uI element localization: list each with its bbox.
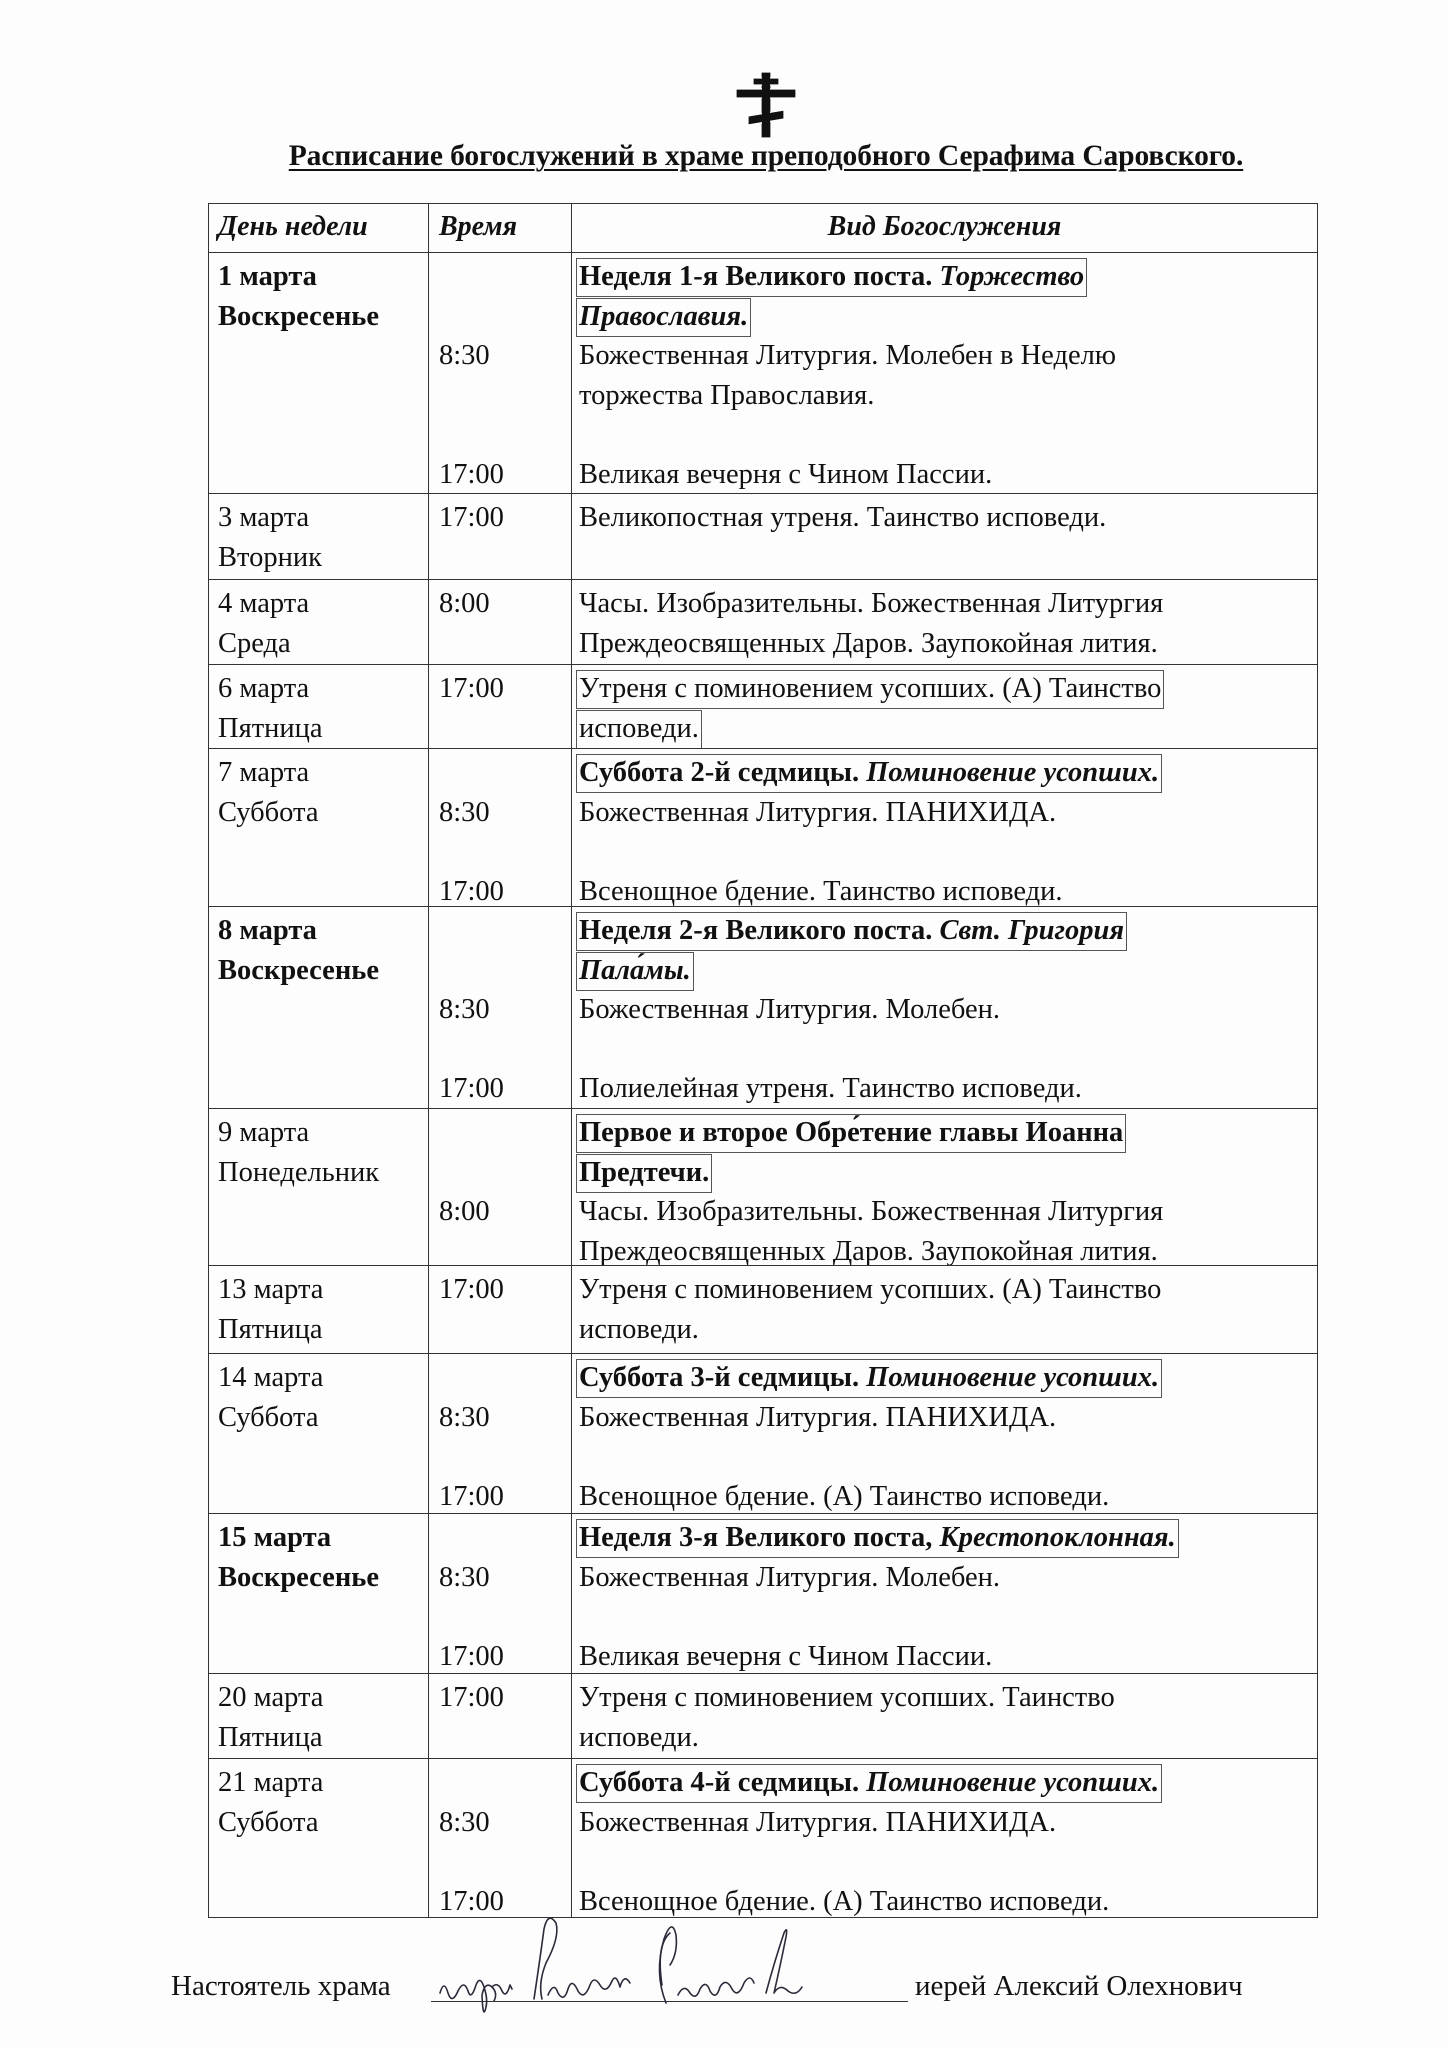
feast-heading — [579, 1518, 1317, 1558]
table-header-row — [208, 203, 1318, 252]
feast-heading — [579, 1763, 1317, 1803]
feast-title: Суббота 2-й седмицы. — [579, 757, 860, 788]
service-time — [439, 1518, 571, 1558]
header-time: Время — [429, 204, 572, 252]
service-description: исповеди. — [579, 1313, 699, 1345]
service-description: Часы. Изобразительны. Божественная Литургия — [579, 588, 1164, 619]
blank-line — [579, 1597, 1317, 1637]
service-time — [439, 257, 571, 297]
feast-title: Суббота 3-й седмицы. — [579, 1362, 860, 1393]
service-cell — [572, 1266, 1317, 1353]
service-time: 8:30 — [439, 796, 490, 828]
service-time: 17:00 — [439, 1682, 504, 1713]
service-description: Великая вечерня с Чином Пассии. — [579, 458, 993, 490]
feast-subtitle: Поминовение усопших. — [866, 1767, 1160, 1798]
feast-heading-box — [576, 258, 1087, 297]
row-date: 3 марта — [218, 502, 310, 533]
service-time — [439, 1597, 571, 1637]
day-cell — [209, 580, 429, 664]
service-time — [439, 951, 571, 991]
service-description — [579, 669, 1317, 709]
service-cell — [572, 253, 1317, 493]
row-weekday: Понедельник — [218, 1156, 380, 1188]
day-cell — [209, 253, 429, 493]
row-weekday: Воскресенье — [218, 954, 379, 986]
day-cell — [209, 494, 429, 579]
row-weekday: Суббота — [218, 1806, 319, 1838]
footer-label: Настоятель храма — [171, 1970, 391, 2002]
table-row — [208, 1673, 1318, 1758]
orthodox-cross-icon — [733, 70, 799, 140]
service-time: 17:00 — [439, 458, 504, 490]
blank-line — [579, 1842, 1317, 1882]
service-cell — [572, 1514, 1317, 1673]
service-time — [439, 1310, 571, 1350]
row-date: 4 марта — [218, 588, 310, 619]
feast-heading — [579, 1153, 1317, 1193]
service-description: Божественная Литургия. Молебен. — [579, 994, 1001, 1025]
row-weekday: Воскресенье — [218, 300, 379, 332]
feast-title: Неделя 2-я Великого поста. — [579, 915, 933, 946]
service-cell — [572, 907, 1317, 1108]
day-cell — [209, 665, 429, 748]
table-row — [208, 664, 1318, 748]
table-row — [208, 1265, 1318, 1353]
service-time: 17:00 — [439, 1480, 504, 1512]
feast-heading-box — [576, 1359, 1162, 1398]
service-time — [439, 1763, 571, 1803]
feast-title: Первое и второе Обре́тение главы Иоанна — [579, 1117, 1124, 1148]
row-date: 7 марта — [218, 757, 310, 788]
table-row — [208, 1353, 1318, 1513]
service-time — [439, 1842, 571, 1882]
service-description: торжества Православия. — [579, 379, 875, 411]
service-description-box: исповеди. — [576, 710, 702, 749]
time-cell — [429, 1354, 572, 1513]
table-row — [208, 748, 1318, 906]
row-date: 1 марта — [218, 261, 317, 292]
service-time: 17:00 — [439, 1885, 504, 1917]
handwritten-signature — [430, 1915, 910, 2035]
row-weekday: Вторник — [218, 541, 322, 573]
service-time — [439, 1113, 571, 1153]
row-date: 9 марта — [218, 1117, 310, 1148]
service-time: 17:00 — [439, 1073, 504, 1104]
service-time — [439, 415, 571, 455]
day-cell — [209, 1759, 429, 1917]
day-cell — [209, 749, 429, 906]
row-date: 14 марта — [218, 1362, 324, 1393]
time-cell — [429, 665, 572, 748]
table-row — [208, 579, 1318, 664]
feast-subtitle: Пала́мы. — [579, 954, 691, 986]
time-cell — [429, 1759, 572, 1917]
day-cell — [209, 1109, 429, 1265]
table-row — [208, 906, 1318, 1108]
service-time — [439, 297, 571, 337]
service-time — [439, 624, 571, 664]
feast-subtitle: Православия. — [579, 300, 749, 332]
time-cell — [429, 580, 572, 664]
service-description: Преждеосвященных Даров. Заупокойная лития. — [579, 1235, 1158, 1267]
header-weekday: День недели — [209, 204, 429, 252]
service-time — [439, 1718, 571, 1758]
row-date: 20 марта — [218, 1682, 324, 1713]
row-weekday: Среда — [218, 627, 291, 659]
row-weekday: Пятница — [218, 712, 323, 744]
feast-heading-box — [576, 912, 1127, 951]
service-cell — [572, 749, 1317, 906]
service-cell — [572, 580, 1317, 664]
service-cell — [572, 665, 1317, 748]
table-row — [208, 1513, 1318, 1673]
service-description: Преждеосвященных Даров. Заупокойная лития. — [579, 627, 1158, 659]
feast-heading-box — [576, 1154, 712, 1193]
service-time: 17:00 — [439, 1274, 504, 1305]
blank-line — [579, 1030, 1317, 1070]
time-cell — [429, 749, 572, 906]
row-date: 8 марта — [218, 915, 317, 946]
row-date: 21 марта — [218, 1767, 324, 1798]
feast-heading-box — [576, 1519, 1179, 1558]
service-description: Великая вечерня с Чином Пассии. — [579, 1640, 993, 1672]
time-cell — [429, 253, 572, 493]
feast-title: Суббота 4-й седмицы. — [579, 1767, 860, 1798]
feast-subtitle: Крестопоклонная. — [939, 1522, 1176, 1553]
service-time — [439, 911, 571, 951]
day-cell — [209, 907, 429, 1108]
page-title: Расписание богослужений в храме преподобного Серафима Саровского. — [288, 140, 1244, 172]
row-weekday: Суббота — [218, 1401, 319, 1433]
day-cell — [209, 1266, 429, 1353]
service-description: Великопостная утреня. Таинство исповеди. — [579, 502, 1107, 533]
row-weekday: Суббота — [218, 796, 319, 828]
feast-subtitle: Свт. Григория — [939, 915, 1125, 946]
service-time — [439, 832, 571, 872]
service-time: 17:00 — [439, 1640, 504, 1672]
schedule-table — [208, 203, 1318, 1918]
blank-line — [579, 832, 1317, 872]
service-time: 17:00 — [439, 673, 504, 704]
service-time — [439, 1030, 571, 1070]
service-time: 8:30 — [439, 1561, 490, 1593]
row-weekday: Воскресенье — [218, 1561, 379, 1593]
table-row — [208, 252, 1318, 493]
service-time — [439, 1437, 571, 1477]
service-cell — [572, 1674, 1317, 1758]
service-cell — [572, 494, 1317, 579]
service-description: Часы. Изобразительны. Божественная Литургия — [579, 1196, 1164, 1227]
service-description — [579, 709, 1317, 749]
feast-title: Неделя 1-я Великого поста. — [579, 261, 933, 292]
time-cell — [429, 1266, 572, 1353]
row-weekday: Пятница — [218, 1721, 323, 1753]
feast-heading — [579, 911, 1317, 951]
service-cell — [572, 1109, 1317, 1265]
feast-heading — [579, 1113, 1317, 1153]
service-time — [439, 709, 571, 749]
service-cell — [572, 1354, 1317, 1513]
header-service-type: Вид Богослужения — [827, 211, 1062, 242]
table-body — [208, 252, 1318, 1918]
service-time: 17:00 — [439, 875, 504, 907]
service-time — [439, 376, 571, 416]
feast-subtitle: Поминовение усопших. — [866, 757, 1160, 788]
table-row — [208, 1758, 1318, 1918]
service-description: Божественная Литургия. Молебен в Неделю — [579, 340, 1117, 371]
blank-line — [579, 1437, 1317, 1477]
row-date: 15 марта — [218, 1522, 332, 1553]
service-description: Божественная Литургия. ПАНИХИДА. — [579, 1806, 1057, 1838]
day-cell — [209, 1354, 429, 1513]
feast-heading — [579, 951, 1317, 991]
feast-heading-box — [576, 1764, 1162, 1803]
feast-heading — [579, 297, 1317, 337]
service-description: Утреня с поминовением усопших. (А) Таинство — [579, 1274, 1162, 1305]
table-row — [208, 493, 1318, 579]
feast-heading — [579, 1358, 1317, 1398]
time-cell — [429, 1109, 572, 1265]
service-description: Утреня с поминовением усопших. Таинство — [579, 1682, 1115, 1713]
service-description: Всенощное бдение. (А) Таинство исповеди. — [579, 1480, 1110, 1512]
service-description: Божественная Литургия. ПАНИХИДА. — [579, 1401, 1057, 1433]
feast-heading-box — [576, 754, 1162, 793]
service-time: 8:30 — [439, 1806, 490, 1838]
time-cell — [429, 1514, 572, 1673]
time-cell — [429, 1674, 572, 1758]
service-time: 8:30 — [439, 1401, 490, 1433]
service-description: Божественная Литургия. Молебен. — [579, 1561, 1001, 1593]
day-cell — [209, 1674, 429, 1758]
service-description: Божественная Литургия. ПАНИХИДА. — [579, 796, 1057, 828]
service-time: 8:00 — [439, 1196, 490, 1227]
feast-subtitle: Торжество — [939, 261, 1085, 292]
service-description: исповеди. — [579, 1721, 699, 1753]
service-time: 17:00 — [439, 502, 504, 533]
feast-heading-box — [576, 952, 694, 991]
feast-heading — [579, 753, 1317, 793]
feast-subtitle: Поминовение усопших. — [866, 1362, 1160, 1393]
service-time — [439, 1153, 571, 1193]
feast-heading-box — [576, 298, 751, 337]
service-cell — [572, 1759, 1317, 1917]
feast-heading-box — [576, 1114, 1126, 1153]
service-description: Полиелейная утреня. Таинство исповеди. — [579, 1073, 1082, 1104]
service-time: 8:30 — [439, 994, 490, 1025]
service-time: 8:30 — [439, 340, 490, 371]
table-row — [208, 1108, 1318, 1265]
day-cell — [209, 1514, 429, 1673]
time-cell — [429, 494, 572, 579]
row-weekday: Пятница — [218, 1313, 323, 1345]
feast-title: Предтечи. — [579, 1156, 710, 1188]
feast-title: Неделя 3-я Великого поста, — [579, 1522, 933, 1553]
printed-name: иерей Алексий Олехнович — [915, 1970, 1243, 2002]
blank-line — [579, 415, 1317, 455]
feast-heading — [579, 257, 1317, 297]
row-date: 13 марта — [218, 1274, 324, 1305]
service-time — [439, 1358, 571, 1398]
row-date: 6 марта — [218, 673, 310, 704]
service-description: Всенощное бдение. Таинство исповеди. — [579, 875, 1063, 907]
service-time: 8:00 — [439, 588, 490, 619]
service-description: Всенощное бдение. (А) Таинство исповеди. — [579, 1885, 1110, 1917]
service-time — [439, 753, 571, 793]
service-description-box: Утреня с поминовением усопших. (А) Таинство — [576, 670, 1164, 709]
time-cell — [429, 907, 572, 1108]
